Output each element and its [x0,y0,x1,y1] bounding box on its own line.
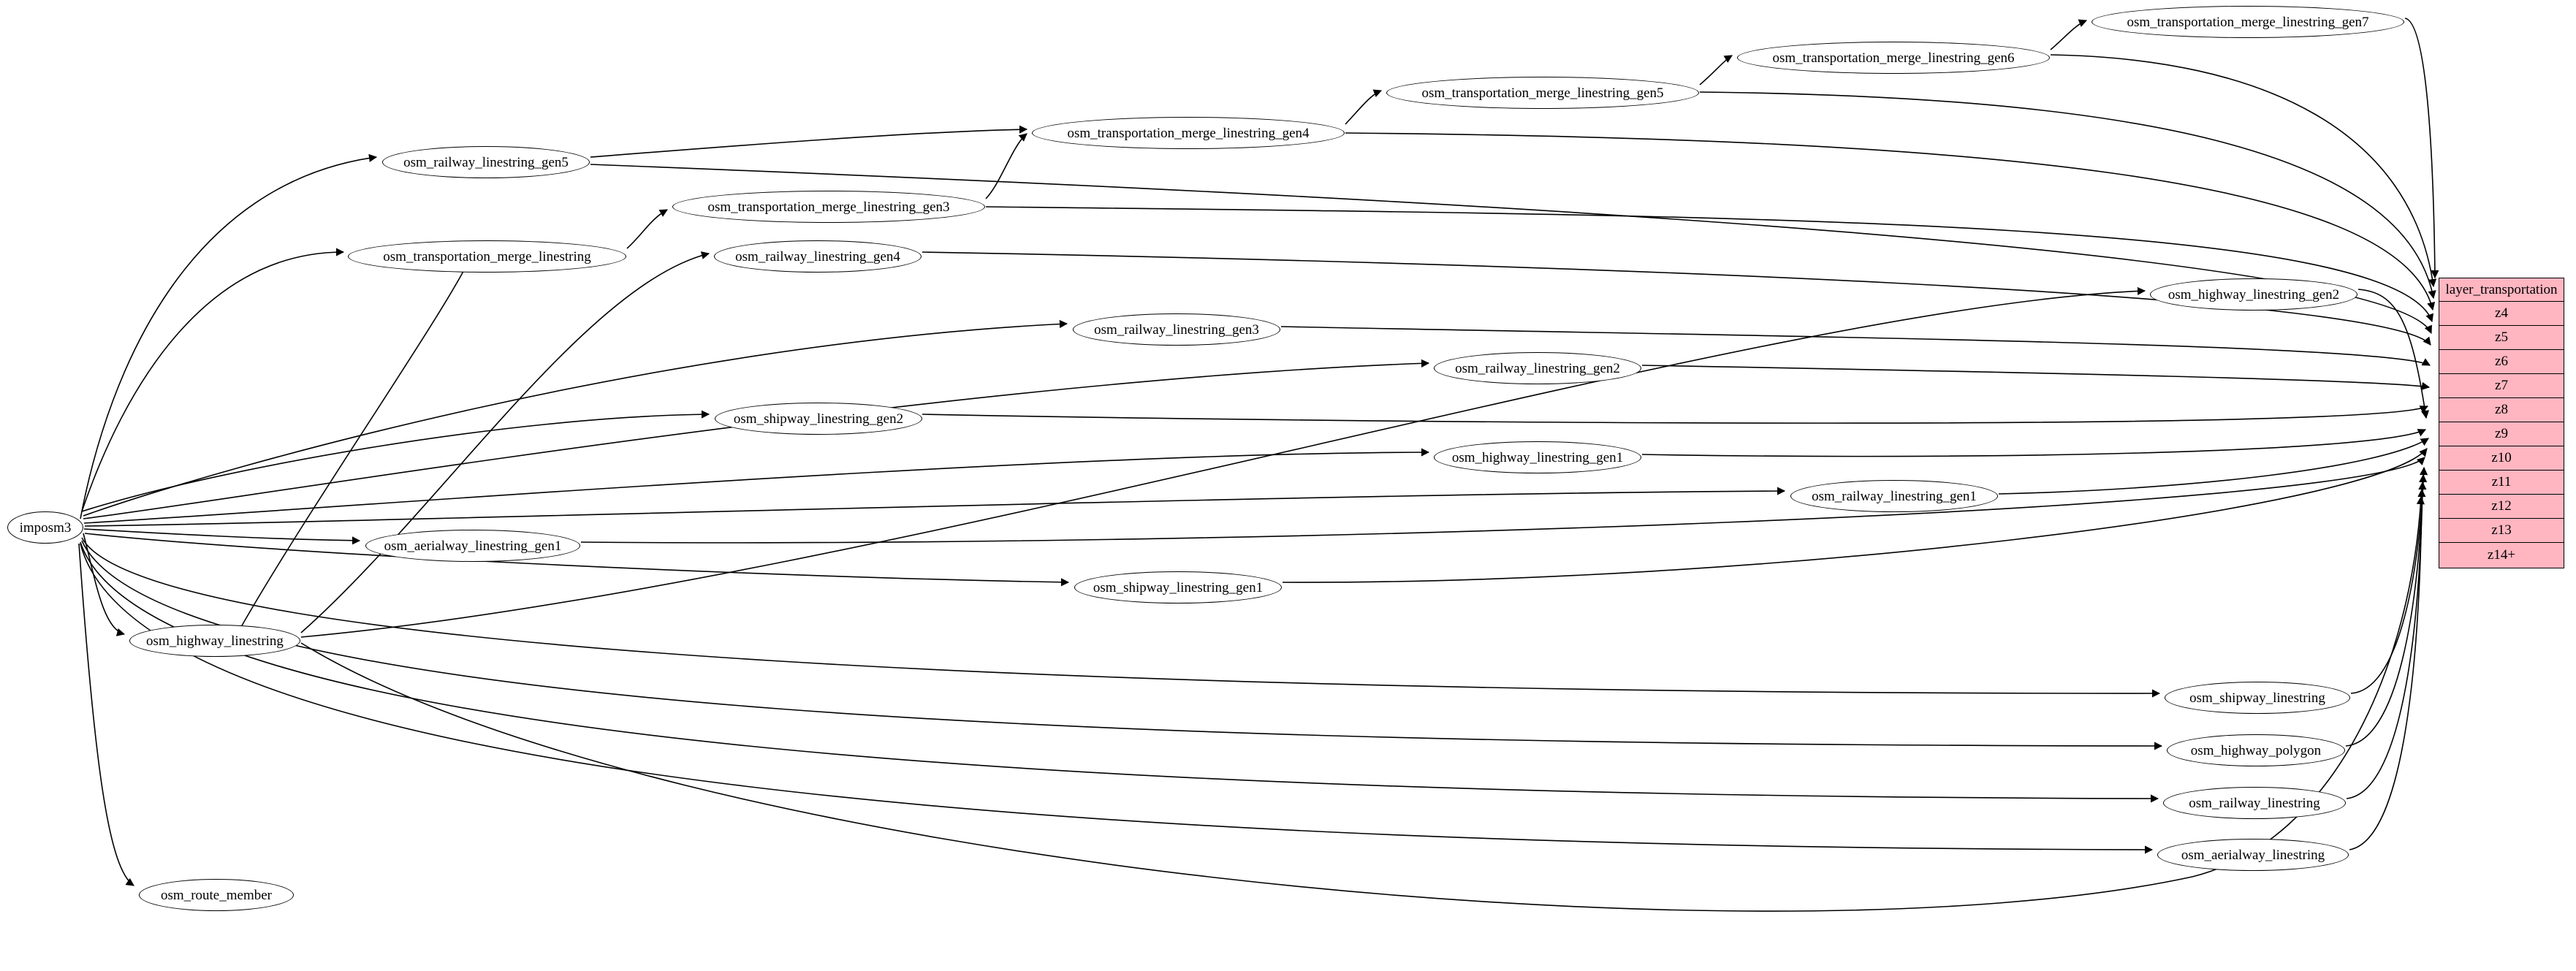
graph-node-osm-aerialway-linestring-gen1[interactable] [365,530,580,562]
node-label: osm_aerialway_linestring [2181,847,2325,863]
table-row[interactable]: z4 [2439,302,2564,326]
node-label: osm_highway_linestring_gen2 [2167,286,2340,302]
table-row[interactable]: z6 [2439,350,2564,374]
table-row[interactable]: z14+ [2439,543,2564,567]
graph-node-osm-transportation-merge-linestring-gen6[interactable] [1737,42,2050,74]
graph-node-osm-highway-linestring-gen1[interactable] [1434,441,1641,473]
graph-node-osm-transportation-merge-linestring-gen3[interactable] [672,191,985,223]
node-label: osm_railway_linestring [2189,795,2320,811]
node-label: osm_highway_polygon [2190,742,2322,758]
graph-node-osm-transportation-merge-linestring[interactable] [348,240,626,273]
table-row[interactable]: z12 [2439,495,2564,519]
table-row[interactable]: z11 [2439,471,2564,495]
table-row[interactable]: z9 [2439,422,2564,446]
node-label: osm_route_member [161,887,272,903]
node-label: osm_railway_linestring_gen3 [1094,321,1259,338]
graph-node-imposm3[interactable] [7,511,83,544]
graph-node-osm-highway-linestring-gen2[interactable] [2150,278,2357,311]
table-row[interactable]: z13 [2439,519,2564,543]
graph-node-osm-railway-linestring-gen1[interactable] [1790,480,1998,512]
graph-node-osm-shipway-linestring-gen1[interactable] [1074,571,1282,603]
graph-node-osm-railway-linestring[interactable] [2163,787,2346,819]
graph-node-osm-railway-linestring-gen3[interactable] [1073,313,1280,346]
table-row[interactable]: z7 [2439,374,2564,398]
graph-node-osm-railway-linestring-gen4[interactable] [714,240,922,273]
table-row[interactable]: z10 [2439,446,2564,471]
graph-node-osm-highway-polygon[interactable] [2167,734,2345,766]
graph-node-osm-shipway-linestring[interactable] [2165,682,2350,714]
graph-node-osm-transportation-merge-linestring-gen4[interactable] [1032,117,1345,149]
graph-node-osm-aerialway-linestring[interactable] [2157,839,2349,871]
graph-node-osm-shipway-linestring-gen2[interactable] [715,403,922,435]
node-label: osm_railway_linestring_gen1 [1812,488,1977,504]
table-row[interactable]: z5 [2439,326,2564,350]
node-label: osm_shipway_linestring_gen2 [733,411,904,427]
node-label: osm_transportation_merge_linestring_gen3 [707,199,950,215]
graph-node-osm-highway-linestring[interactable] [129,625,300,657]
node-label: osm_railway_linestring_gen5 [403,154,569,170]
node-label: osm_transportation_merge_linestring_gen6 [1772,50,2015,66]
node-label: imposm3 [19,519,72,536]
node-label: osm_shipway_linestring_gen1 [1093,579,1264,595]
node-label: osm_railway_linestring_gen2 [1455,360,1620,376]
node-label: osm_highway_linestring [146,633,284,649]
graph-node-osm-transportation-merge-linestring-gen7[interactable] [2091,6,2404,38]
node-label: osm_highway_linestring_gen1 [1451,449,1624,465]
graph-node-osm-transportation-merge-linestring-gen5[interactable] [1386,77,1699,109]
table-row[interactable]: z8 [2439,398,2564,422]
graph-node-osm-route-member[interactable] [139,879,294,911]
table-header-layer-transportation: layer_transportation [2439,278,2564,302]
node-label: osm_transportation_merge_linestring_gen5 [1421,85,1664,101]
node-label: osm_transportation_merge_linestring [383,248,591,264]
graph-node-layer-transportation[interactable] [2439,278,2564,568]
node-label: osm_transportation_merge_linestring_gen7 [2127,14,2369,30]
graph-node-osm-railway-linestring-gen5[interactable] [382,146,590,178]
node-label: osm_railway_linestring_gen4 [735,248,900,264]
graph-node-osm-railway-linestring-gen2[interactable] [1434,352,1641,384]
node-label: osm_aerialway_linestring_gen1 [384,538,562,554]
node-label: osm_transportation_merge_linestring_gen4 [1067,125,1310,141]
node-label: osm_shipway_linestring [2189,690,2325,706]
